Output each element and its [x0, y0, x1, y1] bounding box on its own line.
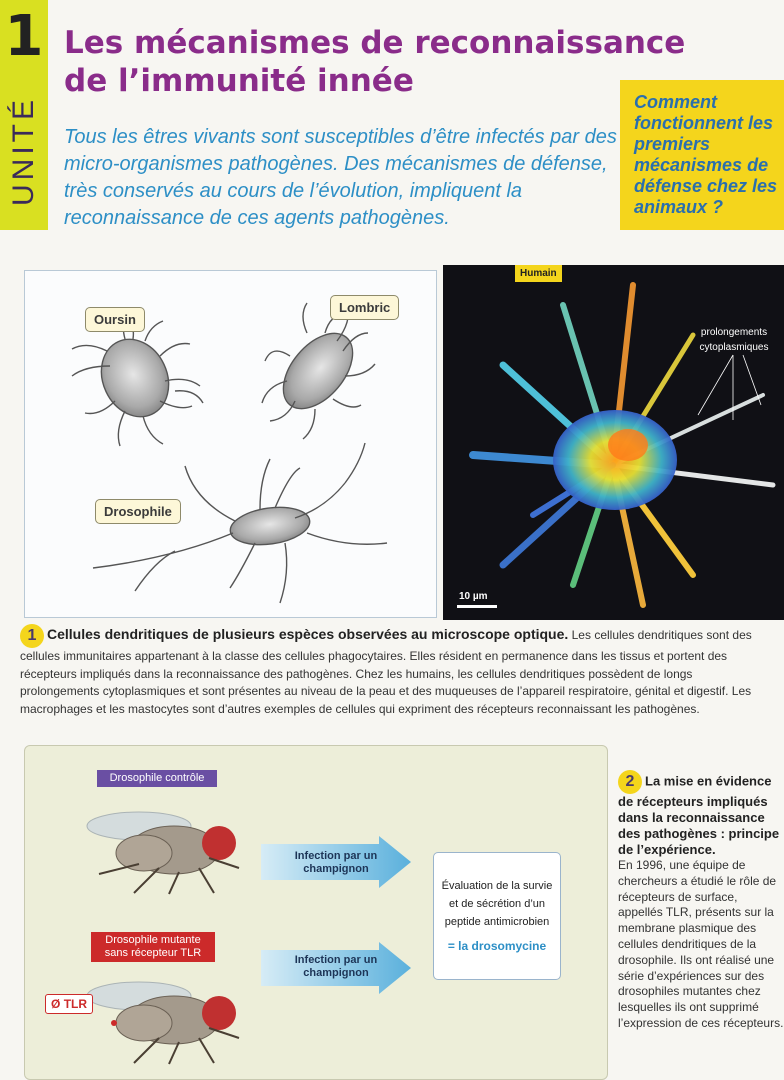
- mutant-fly-image: [79, 958, 249, 1068]
- unit-tab: [0, 0, 48, 230]
- title-line-2: de l’immunité innée: [64, 63, 414, 99]
- caption-1-body: Les cellules dendritiques sont des cellules immunitaires appartenant à la classe des cellules phagocytaires. Elles résident en permanence dans les tissus et portent des récepteurs impliqués dans la reconnaissance des pathogènes. Chez les humains, les cellules dendritiques possèdent de longs prolongements cytoplasmiques et sont présentes au niveau de la peau et des muqueuses de l’appareil respiratoire, génital et digestif. Les macrophages et les mastocytes sont d’autres exemples de cellules qui expriment des récepteurs reconnaissant les pathogènes.: [20, 628, 752, 716]
- control-fly-image: [79, 788, 249, 898]
- tlr-tag: [45, 994, 93, 1014]
- infection-label-control: Infection par un champignon: [294, 850, 378, 875]
- null-set-icon: Ø: [51, 997, 61, 1011]
- caption-2-number: 2: [618, 770, 642, 794]
- lombric-cell: [262, 303, 375, 439]
- caption-2-title: La mise en évidence de récepteurs impliqués dans la reconnaissance des pathogènes : principe de l’expérience.: [618, 773, 780, 857]
- figure1-drawings: [24, 270, 437, 618]
- label-oursin: Oursin: [85, 307, 145, 332]
- caption-2-body: En 1996, une équipe de chercheurs a étudié le rôle de récepteurs de surface, appellés TLR, présents sur la membrane plasmique des cellules dendritiques de la drosophile. Ils ont réalisé une série d’expériences sur des drosophiles mutantes chez lesquelles ils ont supprimé l’expression de ces récepteurs.: [618, 858, 784, 1030]
- caption-1: [20, 624, 775, 718]
- unit-number: 1: [0, 0, 48, 72]
- projections-label: prolongements cytoplasmiques: [699, 327, 769, 353]
- infection-label-mutant: Infection par un champignon: [294, 954, 378, 979]
- figure1-micrograph: [443, 265, 784, 620]
- figure2-experiment: [24, 745, 608, 1080]
- mutant-label: Drosophile mutante sans récepteur TLR: [91, 932, 215, 962]
- scale-label: 10 µm: [459, 591, 488, 602]
- unit-label: UNITÉ: [0, 72, 48, 230]
- caption-1-heading: Cellules dendritiques de plusieurs espèces observées au microscope optique.: [47, 626, 569, 643]
- caption-2-heading: [618, 770, 784, 858]
- question-box: Comment fonctionnent les premiers mécanismes de défense chez les animaux ?: [620, 80, 784, 230]
- evaluation-box: [433, 852, 561, 980]
- intro-text: Tous les êtres vivants sont susceptibles d’être infectés par des micro-organismes pathogènes. Des mécanismes de défense, très conservés au cours de l’évolution, impliquent la reconnaissance de ces agents pathogènes.: [64, 126, 617, 229]
- control-label: Drosophile contrôle: [97, 770, 217, 787]
- human-tag: Humain: [515, 265, 562, 282]
- scale-bar: [457, 605, 497, 608]
- tlr-tag-label: TLR: [63, 997, 88, 1011]
- label-lombric: Lombric: [330, 295, 399, 320]
- label-drosophile: Drosophile: [95, 499, 181, 524]
- evaluation-text: Évaluation de la survie et de sécrétion d’un peptide antimicrobien: [441, 880, 553, 928]
- caption-1-number: 1: [20, 624, 44, 648]
- title-line-1: Les mécanismes de reconnaissance: [64, 25, 686, 61]
- caption-2: [618, 770, 784, 1032]
- drosomycine-label: = la drosomycine: [447, 939, 547, 953]
- human-dendritic-cell: [443, 265, 784, 620]
